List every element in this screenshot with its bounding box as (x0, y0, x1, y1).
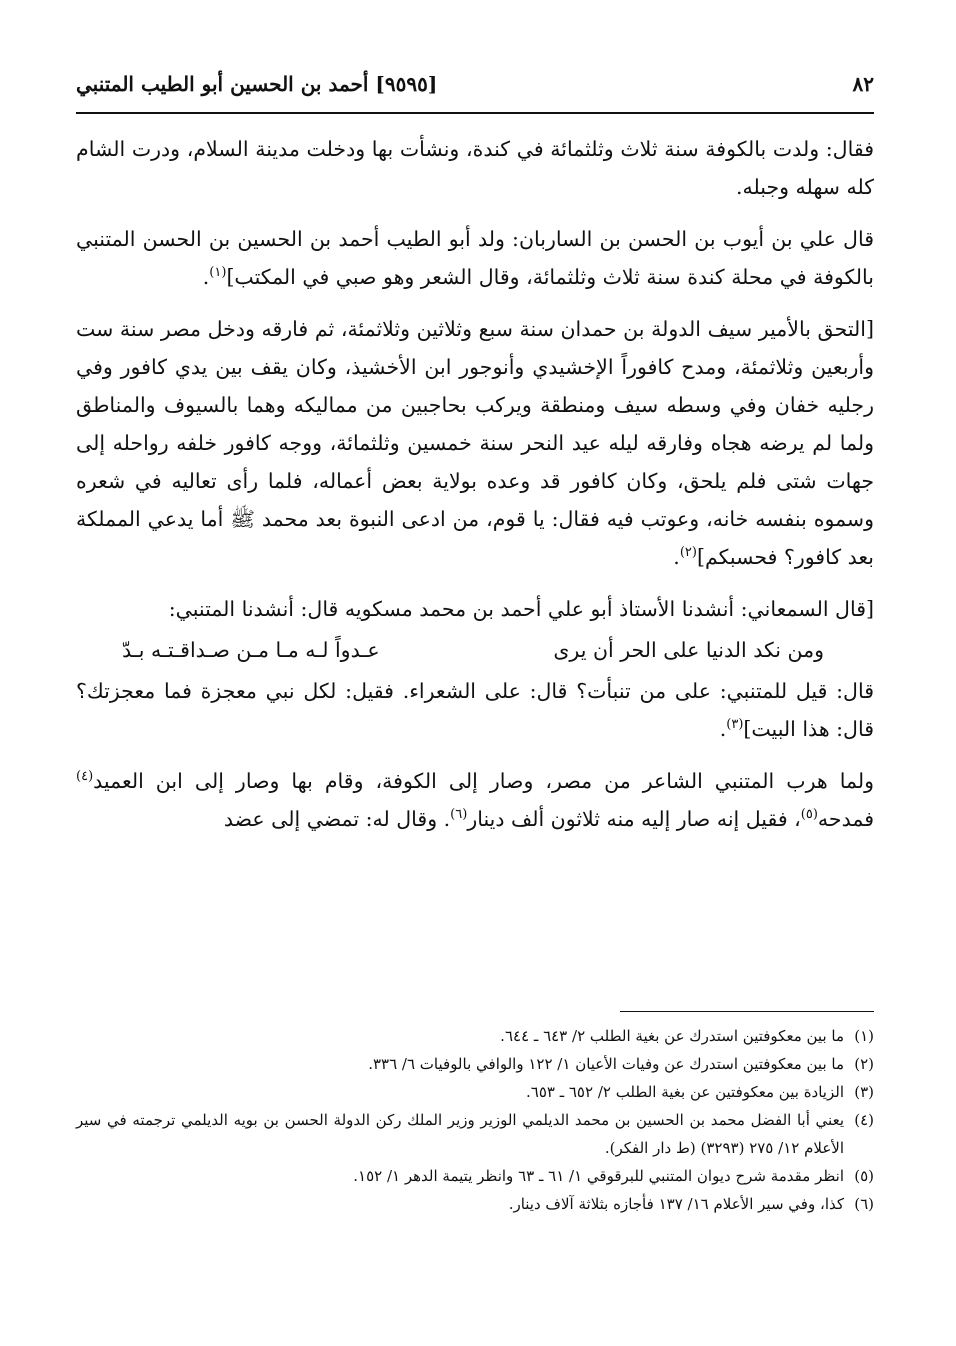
paragraph (76, 762, 874, 838)
footnote-marker: (٦) (450, 807, 468, 823)
paragraph (76, 130, 874, 206)
footnote (76, 1022, 874, 1050)
footnote-text: ما بين معكوفتين استدرك عن وفيات الأعيان ١/ ١٢٢ والوافي بالوفيات ٦/ ٣٣٦. (368, 1055, 844, 1073)
verse-second-hemistich: عـدواً لـه مـا مـن صـداقـتـه بـدّ (122, 638, 380, 662)
main-text (76, 130, 874, 852)
footnote-text: الزيادة بين معكوفتين عن بغية الطلب ٢/ ٦٥٢ ـ ٦٥٣. (525, 1083, 844, 1101)
paragraph-text: [التحق بالأمير سيف الدولة بن حمدان سنة سبع وثلاثين وثلاثمئة، ثم فارقه ودخل مصر سنة ست وأربعين وثلاثمئة، ومدح كافوراً الإخشيدي وأنوجور ابن الأخشيذ، وكان يقف بين يدي كافور وفي رجليه خفان وفي وسطه سيف ومنطقة ويركب بحاجبين من مماليكه وهما بالسيوف والمناطق ولما لم يرضه هجاه وفارقه ليله عيد النحر سنة خمسين وثلثمائة، ووجه كافور خلفه رواحله إلى جهات شتى فلم يلحق، وكان كافور قد وعده بولاية بعض أعماله، فلما رأى تعاليه في شعره وسموه بنفسه خانه، وعوتب فيه فقال: يا قوم، من ادعى النبوة بعد محمد ﷺ أما يدعي المملكة بعد كافور؟ فحسبكم] (76, 317, 874, 569)
footnote (76, 1050, 874, 1078)
footnote-text: كذا، وفي سير الأعلام ١٦/ ١٣٧ فأجازه بثلاثة آلاف دينار. (508, 1195, 844, 1213)
footnote-number: (٥) (854, 1167, 874, 1185)
paragraph-text: قال علي بن أيوب بن الحسن بن الساربان: ولد أبو الطيب أحمد بن الحسين بن الحسن المتنبي بالكوفة في محلة كندة سنة ثلاث وثلثمائة، وقال الشعر وهو صبي في المكتب] (76, 227, 874, 289)
paragraph-end: . (202, 265, 210, 289)
paragraph-end: . (673, 545, 680, 569)
poetry-verse (76, 628, 874, 672)
footnote-marker: (٥) (800, 807, 818, 823)
footnote-number: (٦) (854, 1195, 874, 1213)
paragraph-text: فقال: ولدت بالكوفة سنة ثلاث وثلثمائة في كندة، ونشأت بها ودخلت مدينة السلام، ودرت الشام كله سهله وجبله. (76, 137, 874, 199)
running-header (76, 66, 874, 106)
footnote-marker: (١) (209, 265, 227, 281)
paragraph-text: . وقال له: تمضي إلى عضد (223, 807, 451, 831)
paragraph-text: فمدحه (817, 807, 874, 831)
paragraph (76, 590, 874, 628)
paragraph (76, 310, 874, 576)
footnote (76, 1162, 874, 1190)
header-title: [٩٥٩٥] أحمد بن الحسين أبو الطيب المتنبي (76, 72, 438, 96)
footnote (76, 1190, 874, 1218)
footnote-text: يعني أبا الفضل محمد بن الحسين بن محمد الديلمي الوزير وزير الملك ركن الدولة الحسن بن بويه الديلمي ترجمته في سير الأعلام ١٢/ ٢٧٥ (٣٢٩٣) (ط دار الفكر). (76, 1111, 844, 1157)
footnote-number: (١) (854, 1027, 874, 1045)
footnote-separator (620, 1011, 874, 1012)
footnote-number: (٣) (854, 1083, 874, 1101)
footnote-number: (٤) (854, 1111, 874, 1129)
verse-first-hemistich: ومن نكد الدنيا على الحر أن يرى (553, 638, 824, 662)
footnote-marker: (٢) (679, 545, 697, 561)
footnote-text: انظر مقدمة شرح ديوان المتنبي للبرقوقي ١/ ٦١ ـ ٦٣ وانظر يتيمة الدهر ١/ ١٥٢. (353, 1167, 844, 1185)
footnote (76, 1106, 874, 1162)
header-rule (76, 112, 874, 114)
footnote-marker: (٣) (726, 717, 744, 733)
footnote-number: (٢) (854, 1055, 874, 1073)
paragraph-text: قال: قيل للمتنبي: على من تنبأت؟ قال: على الشعراء. فقيل: لكل نبي معجزة فما معجزتك؟ قال: هذا البيت] (76, 679, 874, 741)
paragraph-text: ، فقيل إنه صار إليه منه ثلاثون ألف دينار (467, 807, 801, 831)
footnote (76, 1078, 874, 1106)
footnotes (76, 1022, 874, 1218)
paragraph-end: . (719, 717, 727, 741)
footnote-marker: (٤) (76, 769, 94, 785)
paragraph (76, 672, 874, 748)
footnote-text: ما بين معكوفتين استدرك عن بغية الطلب ٢/ ٦٤٣ ـ ٦٤٤. (500, 1027, 844, 1045)
paragraph-text: [قال السمعاني: أنشدنا الأستاذ أبو علي أحمد بن محمد مسكويه قال: أنشدنا المتنبي: (168, 597, 874, 621)
paragraph-text: ولما هرب المتنبي الشاعر من مصر، وصار إلى الكوفة، وقام بها وصار إلى ابن العميد (93, 769, 874, 793)
paragraph (76, 220, 874, 296)
page-number: ٨٢ (852, 72, 874, 96)
